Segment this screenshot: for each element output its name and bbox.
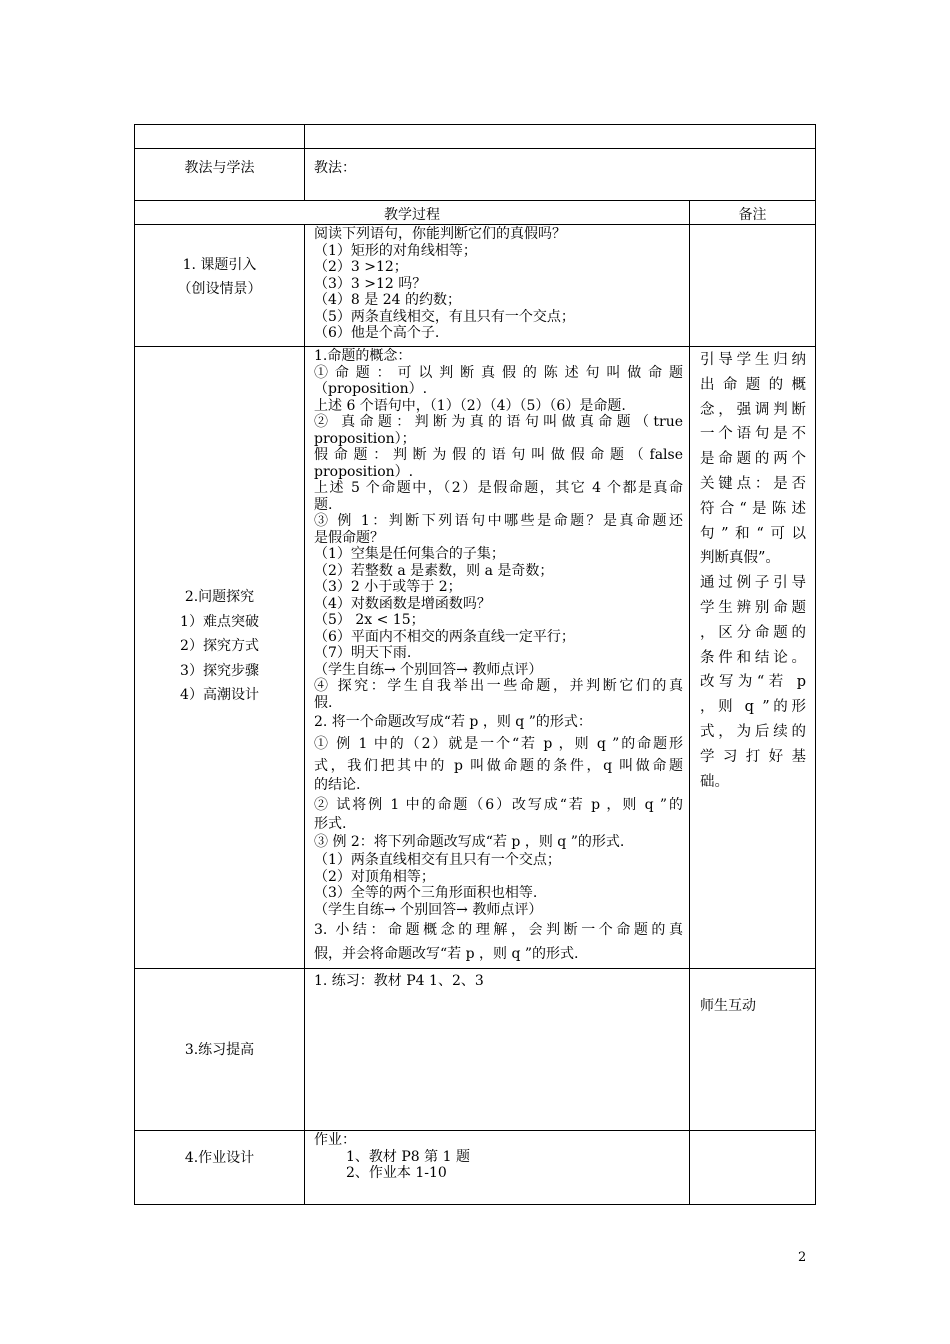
section1-label-line: 1. 课题引入 [182,257,257,273]
section2-line: 上述 6 个语句中，（1）（2）（4）（5）（6）是命题. [314,397,626,414]
section2-line: proposition）； [314,430,416,447]
methods-content-cell [305,149,816,201]
section4-label-cell [135,1131,305,1205]
section4-content-cell [305,1131,690,1205]
section3-label-cell [135,969,305,1131]
section2-line: （proposition）. [314,381,428,397]
section3-content-cell [305,969,690,1131]
section2-line: 题. [314,496,333,513]
note-line: 一个语句是不 [700,426,806,443]
section2-line: 假. [314,694,333,711]
section3-content: 1. 练习：教材 P4 1、2、3 [314,973,484,989]
header-cell-right [305,125,816,149]
section2-line: 式，我们把其中的 p 叫做命题的条件，q 叫做命题 [314,758,683,774]
note-line: 学习打好基 [700,748,806,765]
note-line: 念，强调判断 [700,401,806,418]
section1-line: （4）8 是 24 的约数； [314,292,461,308]
section1-line: （5）两条直线相交，有且只有一个交点； [314,308,575,325]
section2-label-line: 2）探究方式 [180,638,259,654]
section4-note-cell [690,1131,816,1205]
section2-row [135,347,816,969]
section4-row [135,1131,816,1205]
section2-label-line: 2.问题探究 [184,589,255,605]
section3-label: 3.练习提高 [184,1042,255,1058]
section1-line: （6）他是个高个子. [314,325,440,341]
section2-line: 1.命题的概念： [314,348,412,364]
section1-label-cell [135,225,305,347]
section3-note: 师生互动 [700,998,756,1014]
homework-title: 作业： [314,1132,356,1148]
note-line: 引导学生归纳 [700,352,806,368]
notes-header-title: 备注 [738,207,767,223]
section2-line: ③ 例 1：判断下列语句中哪些是命题？是真命题还 [314,513,683,529]
section2-line: ② 试将例 1 中的命题（6）改写成“若 p ，则 q ”的 [314,796,683,813]
section2-line: 假命题：判断为假的语句叫做假命题（false [314,447,683,463]
section2-label-line: 4）高潮设计 [180,687,259,703]
section2-line: （7）明天下雨. [314,645,412,661]
section2-line: 的结论. [314,777,361,793]
section2-label-line: 1）难点突破 [180,613,259,630]
section1-line: （3）3 >12 吗？ [314,275,427,292]
section2-line: （3）全等的两个三角形面积也相等. [314,885,538,901]
lesson-plan-table [134,124,816,1205]
note-line: 出命题的概 [700,376,806,393]
note-line: ，区分命题的 [700,624,806,641]
section2-line: 是假命题？ [314,529,384,546]
section2-line: （学生自练→ 个别回答→ 教师点评） [314,901,543,918]
note-line: 句”和“可以 [700,525,806,542]
methods-content: 教法： [314,160,356,176]
section2-line: ① 命 题 ： 可 以 判 断 真 假 的 陈 述 句 叫 做 命 题 [314,364,683,381]
note-line: ，则 q ”的形 [700,699,806,716]
section2-line: （1）两条直线相交有且只有一个交点； [314,852,561,868]
section2-line: （1）空集是任何集合的子集； [314,546,505,562]
section2-label-line: 3）探究步骤 [180,662,259,679]
process-header-title: 教学过程 [384,207,440,223]
section2-line: （2）若整数 a 是素数，则 a 是奇数； [314,562,554,579]
process-header-row [135,201,816,225]
section2-line: ③ 例 2：将下列命题改写成“若 p ，则 q ”的形式. [314,834,625,850]
section2-line: 上述 5 个命题中，（2）是假命题，其它 4 个都是真命 [314,480,683,496]
homework-item: 2、作业本 1-10 [346,1165,447,1181]
header-cell-left [135,125,305,149]
note-line: 关键点：是否 [700,475,806,492]
section2-line: （学生自练→ 个别回答→ 教师点评） [314,661,543,678]
section2-label-cell [135,347,305,969]
section4-label: 4.作业设计 [184,1150,255,1166]
section2-line: proposition）. [314,463,414,480]
section2-line: 假，并会将命题改写“若 p ，则 q ”的形式. [314,946,579,962]
process-header-cell [135,201,690,225]
note-line: 判断真假”。 [700,550,780,567]
note-line: 是命题的两个 [700,451,806,468]
section2-note [690,347,815,794]
note-line: 学生辨别命题 [700,599,806,616]
section1-line: （2）3 >12； [314,259,408,275]
section2-line: （2）对顶角相等； [314,868,435,885]
section2-line: ① 例 1 中的（2）就是一个“若 p ，则 q ”的命题形 [314,736,683,752]
section1-line: 阅读下列语句，你能判断它们的真假吗？ [314,226,566,242]
section2-line: ④ 探究：学生自我举出一些命题，并判断它们的真 [314,678,683,694]
section2-line: （5） 2x < 15； [314,612,425,628]
section1-label-line: （创设情景） [177,281,262,297]
section2-content-cell [305,347,690,969]
section1-content-cell [305,225,690,347]
note-line: 通过例子引导 [700,575,806,592]
section2-line: 2. 将一个命题改写成“若 p ，则 q ”的形式： [314,714,592,730]
note-line: 础。 [700,773,729,790]
section1-line: （1）矩形的对角线相等； [314,242,477,259]
homework-item: 1、教材 P8 第 1 题 [346,1148,470,1165]
section2-line: ② 真命题：判断为真的语句叫做真命题（true [314,414,683,430]
page-number: 2 [798,1250,807,1265]
section2-note-cell [690,347,816,969]
notes-header-cell [690,201,816,225]
methods-label-cell [135,149,305,201]
methods-label: 教法与学法 [184,160,255,176]
section2-line: 形式. [314,815,347,832]
note-line: 式，为后续的 [700,723,806,740]
section2-line: 3. 小结：命题概念的理解，会判断一个命题的真 [314,922,683,938]
section2-line: （3）2 小于或等于 2； [314,579,462,595]
note-line: 符合“是陈述 [700,500,806,517]
section1-note-cell [690,225,816,347]
section1-row [135,225,816,347]
section2-line: （4）对数函数是增函数吗？ [314,595,491,612]
section2-content [305,347,689,966]
section3-note-cell [690,969,816,1131]
note-line: 条件和结论。 [700,649,806,666]
section3-row [135,969,816,1131]
methods-row [135,149,816,201]
section2-line: （6）平面内不相交的两条直线一定平行； [314,628,575,645]
header-row [135,125,816,149]
note-line: 改写为“若 p [700,674,806,691]
